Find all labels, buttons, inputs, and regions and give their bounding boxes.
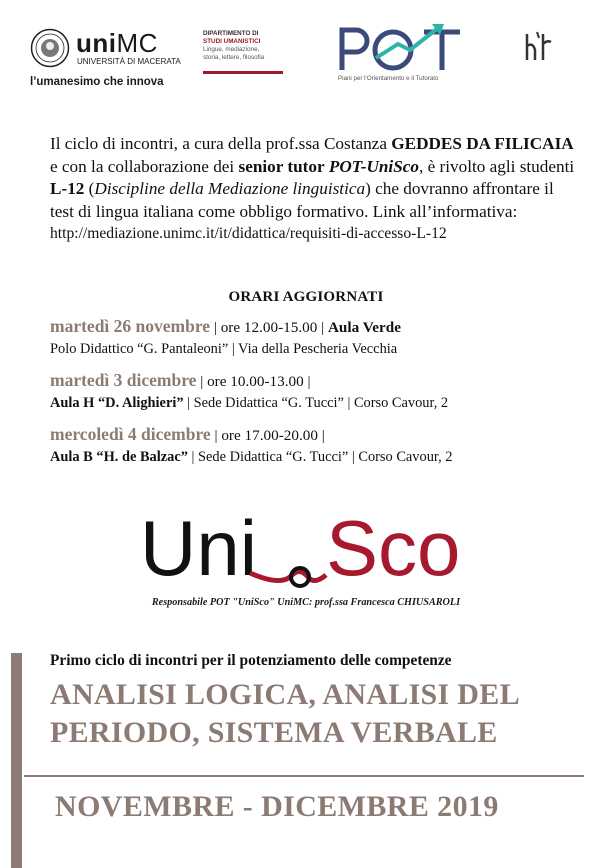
session-room: Aula Verde	[327, 319, 401, 336]
session-place: Polo Didattico “G. Pantaleoni” | Via della Pescheria Vecchia	[50, 341, 398, 357]
pot-logo[interactable]	[338, 22, 468, 86]
session-date: mercoledì 4 dicembre	[50, 424, 211, 444]
intro-paragraph: Il ciclo di incontri, a cura della prof.ssa Costanza GEDDES DA FILICAIA e con la collaborazione dei senior tutor POT-UniSco, è rivolto agli studenti L-12 (Discipline della Mediazione linguistica) che dovranno affrontare il test di lingua italiana come obbligo formativo. Link all’informativa: http://mediazione.unimc.it/it/didattica/requisiti-di-accesso-L-12	[50, 133, 580, 246]
department-logo[interactable]	[203, 30, 287, 80]
department-bar	[203, 71, 283, 74]
schedule-title: ORARI AGGIORNATI	[228, 289, 384, 305]
session-item: mercoledì 4 dicembre | ore 17.00-20.00 | Aula B “H. de Balzac” | Sede Didattica “G. Tucci” | Corso Cavour, 2	[50, 424, 453, 465]
university-name: UNIVERSITÀ DI MACERATA	[77, 57, 181, 66]
period-label: NOVEMBRE - DICEMBRE 2019	[55, 790, 499, 823]
department-subtitle: Lingue, mediazione, storia, lettere, filosofia	[203, 46, 265, 61]
course-title: ANALISI LOGICA, ANALISI DEL PERIODO, SISTEMA VERBALE	[50, 678, 520, 749]
pot-wordmark-icon	[338, 22, 468, 74]
responsabile-line: Responsabile POT "UniSco" UniMC: prof.ssa Francesca CHIUSAROLI	[151, 597, 461, 608]
session-item: martedì 26 novembre | ore 12.00-15.00 | Aula Verde Polo Didattico “G. Pantaleoni” | Via della Pescheria Vecchia	[50, 315, 590, 359]
unimc-logo[interactable]	[30, 28, 190, 92]
session-place: | Sede Didattica “G. Tucci” | Corso Cavour, 2	[187, 449, 453, 465]
session-date: martedì 26 novembre	[50, 316, 211, 336]
course-subtitle: Primo ciclo di incontri per il potenziamento delle competenze	[50, 652, 452, 669]
info-link[interactable]: http://mediazione.unimc.it/it/didattica/requisiti-di-accesso-L-12	[50, 225, 447, 242]
schedule-list	[50, 315, 590, 477]
session-place: | Sede Didattica “G. Tucci” | Corso Cavour, 2	[183, 395, 449, 411]
session-date: martedì 3 dicembre	[50, 370, 197, 390]
organizer-name: GEDDES DA FILICAIA	[391, 134, 574, 153]
department-title: DIPARTIMENTO DI STUDI UMANISTICI	[203, 30, 261, 45]
session-item: martedì 3 dicembre | ore 10.00-13.00 | Aula H “D. Alighieri” | Sede Didattica “G. Tucci” | Corso Cavour, 2	[50, 370, 449, 411]
unisco-sco: Sco	[326, 504, 461, 592]
header	[0, 0, 612, 100]
session-room: Aula H “D. Alighieri”	[50, 395, 184, 411]
university-motto: l’umanesimo che innova	[30, 76, 164, 88]
divider	[24, 775, 584, 777]
unisco-logo[interactable]	[132, 495, 492, 595]
university-seal-icon	[30, 28, 70, 68]
pot-caption: Piani per l’Orientamento e il Tutorato	[338, 75, 439, 82]
unimc-wordmark: uniMC	[76, 28, 158, 58]
partner-logo-icon	[517, 30, 557, 64]
accent-bar	[11, 653, 22, 868]
knot-icon	[250, 571, 326, 580]
unisco-uni: Uni	[140, 504, 258, 592]
partner-logo[interactable]	[517, 30, 557, 74]
session-room: Aula B “H. de Balzac”	[50, 449, 188, 465]
